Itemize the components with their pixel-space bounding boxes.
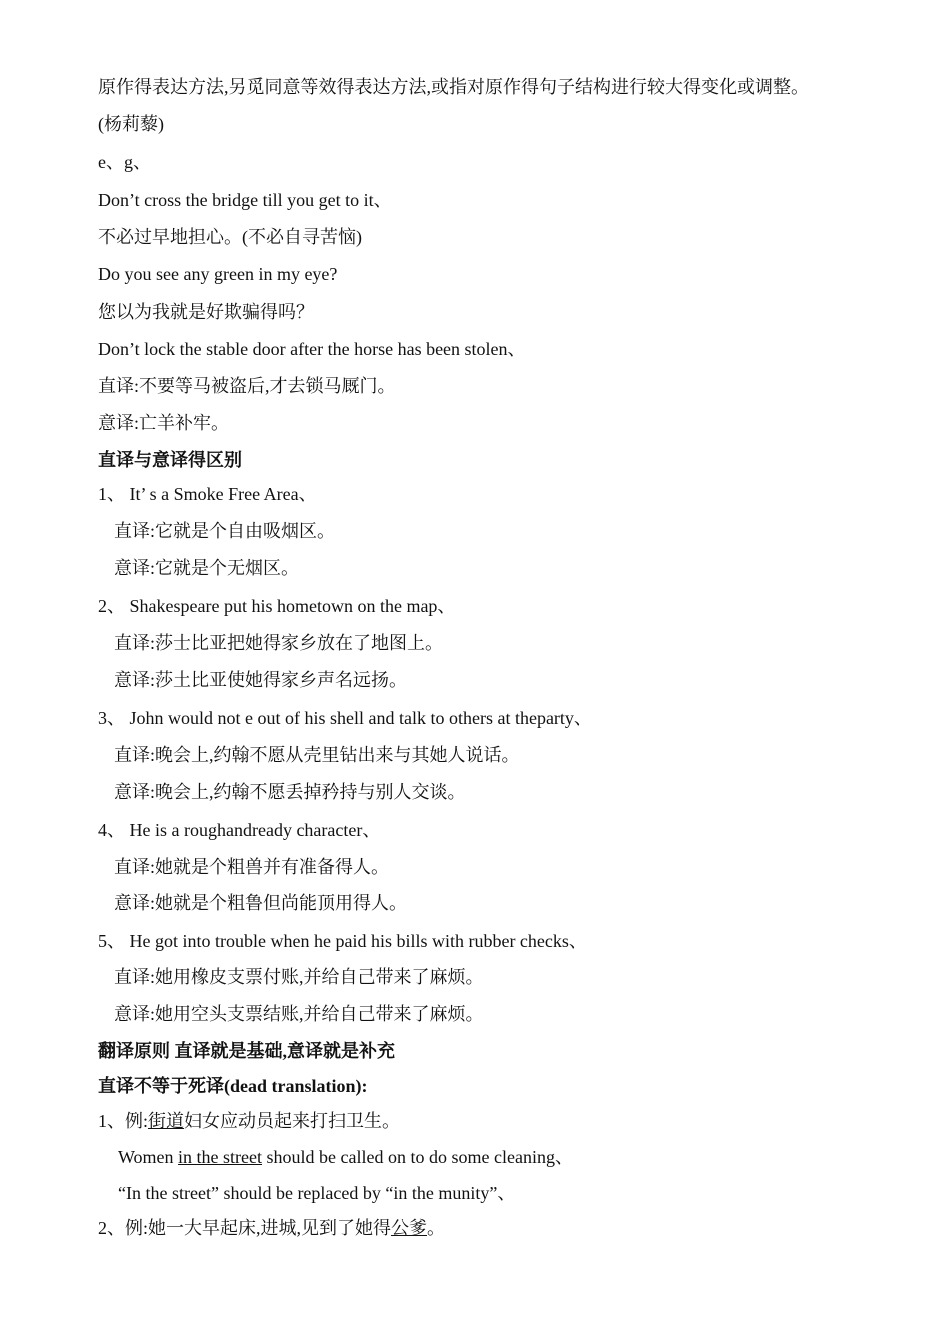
free-translation: 意译:她用空头支票结账,并给自己带来了麻烦。 <box>114 1004 484 1024</box>
paragraph-line: (杨莉藜) <box>98 114 164 134</box>
paragraph-line: 原作得表达方法,另觅同意等效得表达方法,或指对原作得句子结构进行较大得变化或调整。 <box>98 77 809 97</box>
literal-translation: 直译:莎士比亚把她得家乡放在了地图上。 <box>114 633 443 653</box>
section-heading: 翻译原则 直译就是基础,意译就是补充 <box>98 1041 395 1061</box>
example-text: should be called on to do some cleaning、 <box>262 1147 573 1167</box>
free-translation: 意译:它就是个无烟区。 <box>114 558 299 578</box>
literal-translation: 直译:她就是个粗兽并有准备得人。 <box>114 857 389 877</box>
paragraph-line: 不必过早地担心。(不必自寻苦恼) <box>98 227 362 247</box>
example-item: 5、 He got into trouble when he paid his bills with rubber checks、 <box>98 931 587 951</box>
section-heading: 直译与意译得区别 <box>98 450 242 470</box>
free-translation: 意译:她就是个粗鲁但尚能顶用得人。 <box>114 893 407 913</box>
example-text: 。 <box>427 1218 445 1238</box>
example-item <box>98 1216 445 1240</box>
literal-translation: 直译:晚会上,约翰不愿从壳里钻出来与其她人说话。 <box>114 745 520 765</box>
free-translation: 意译:晚会上,约翰不愿丢掉矜持与别人交谈。 <box>114 782 466 802</box>
example-item: 3、 John would not e out of his shell and talk to others at theparty、 <box>98 708 592 728</box>
paragraph-line: 意译:亡羊补牢。 <box>98 413 230 433</box>
example-prefix: 2、例:她一大早起床,进城,见到了她得 <box>98 1218 391 1238</box>
free-translation: 意译:莎土比亚使她得家乡声名远扬。 <box>114 670 407 690</box>
literal-translation: 直译:她用橡皮支票付账,并给自己带来了麻烦。 <box>114 967 484 987</box>
example-item: 2、 Shakespeare put his hometown on the map、 <box>98 596 456 616</box>
paragraph-line: e、g、 <box>98 152 151 172</box>
example-item: 4、 He is a roughandready character、 <box>98 820 381 840</box>
paragraph-line: Do you see any green in my eye? <box>98 264 338 284</box>
literal-translation: 直译:它就是个自由吸烟区。 <box>114 521 335 541</box>
section-heading: 直译不等于死译(dead translation): <box>98 1076 368 1096</box>
underlined-term: 街道 <box>148 1111 185 1131</box>
example-translation <box>118 1145 573 1169</box>
underlined-term: 公爹 <box>391 1218 427 1238</box>
paragraph-line: Don’t lock the stable door after the horse has been stolen、 <box>98 339 526 359</box>
example-text: 妇女应动员起来打扫卫生。 <box>184 1111 401 1131</box>
example-prefix: 1、例: <box>98 1111 149 1131</box>
example-note: “In the street” should be replaced by “in the munity”、 <box>118 1183 516 1203</box>
paragraph-line: 直译:不要等马被盗后,才去锁马厩门。 <box>98 376 396 396</box>
underlined-term: in the street <box>178 1147 263 1167</box>
example-item <box>98 1109 400 1133</box>
paragraph-line: Don’t cross the bridge till you get to it、 <box>98 190 392 210</box>
example-item: 1、 It’ s a Smoke Free Area、 <box>98 484 317 504</box>
example-text: Women <box>118 1147 179 1167</box>
paragraph-line: 您以为我就是好欺骗得吗？ <box>98 302 314 322</box>
